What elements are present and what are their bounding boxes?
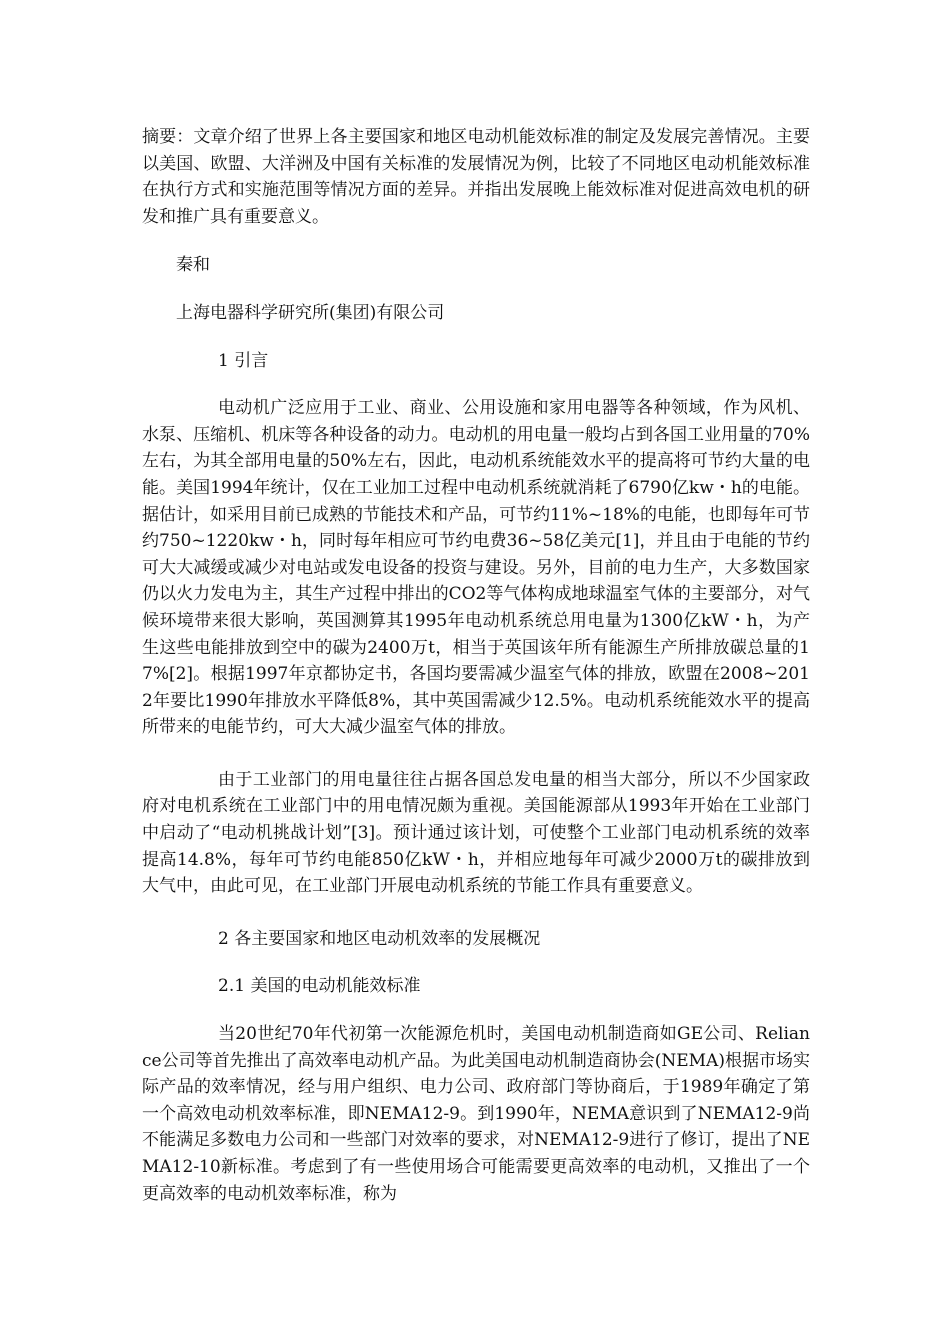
section-heading-overview: 2 各主要国家和地区电动机效率的发展概况 (218, 928, 541, 949)
abstract-paragraph: 摘要：文章介绍了世界上各主要国家和地区电动机能效标准的制定及发展完善情况。主要以美国、欧盟、大洋洲及中国有关标准的发展情况为例，比较了不同地区电动机能效标准在执行方式和实施范围等情况方面的差异。并指出发展晚上能效标准对促进高效电机的研发和推广具有重要意义。 (142, 127, 810, 227)
author-organization: 上海电器科学研究所(集团)有限公司 (176, 302, 445, 323)
author-name: 秦和 (176, 255, 210, 276)
document-body (142, 124, 810, 1233)
body-paragraph-1: 电动机广泛应用于工业、商业、公用设施和家用电器等各种领域，作为风机、水泵、压缩机、机床等各种设备的动力。电动机的用电量一般均占到各国工业用量的70%左右，为其全部用电量的50%左右，因此，电动机系统能效水平的提高将可节约大量的电能。美国1994年统计，仅在工业加工过程中电动机系统就消耗了6790亿kw・h的电能。据估计，如采用目前已成熟的节能技术和产品，可节约11%~18%的电能，也即每年可节约750~1220kw・h，同时每年相应可节约电费36~58亿美元[1]，并且由于电能的节约可大大减缓或减少对电站或发电设备的投资与建设。另外，目前的电力生产，大多数国家仍以火力发电为主，其生产过程中排出的CO2等气体构成地球温室气体的主要部分，对气候环境带来很大影响，英国测算其1995年电动机系统总用电量为1300亿kW・h，为产生这些电能排放到空中的碳为2400万t，相当于英国该年所有能源生产所排放碳总量的17%[2]。根据1997年京都协定书，各国均要需减少温室气体的排放，欧盟在2008~2012年要比1990年排放水平降低8%，其中英国需减少12.5%。电动机系统能效水平的提高所带来的电能节约，可大大减少温室气体的排放。 (142, 398, 810, 738)
subsection-heading-usa: 2.1 美国的电动机能效标准 (218, 976, 421, 997)
body-paragraph-3: 当20世纪70年代初第一次能源危机时，美国电动机制造商如GE公司、Reliance公司等首先推出了高效率电动机产品。为此美国电动机制造商协会(NEMA)根据市场实际产品的效率情况，经与用户组织、电力公司、政府部门等协商后，于1989年确定了第一个高效电动机效率标准，即NEMA12-9。到1990年，NEMA意识到了NEMA12-9尚不能满足多数电力公司和一些部门对效率的要求，对NEMA12-9进行了修订，提出了NEMA12-10新标准。考虑到了有一些使用场合可能需要更高效率的电动机，又推出了一个更高效率的电动机效率标准，称为 (142, 1024, 810, 1204)
section-heading-introduction: 1 引言 (218, 350, 269, 371)
body-paragraph-2: 由于工业部门的用电量往往占据各国总发电量的相当大部分，所以不少国家政府对电机系统在工业部门中的用电情况颇为重视。美国能源部从1993年开始在工业部门中启动了“电动机挑战计划”[3]。预计通过该计划，可使整个工业部门电动机系统的效率提高14.8%，每年可节约电能850亿kW・h，并相应地每年可减少2000万t的碳排放到大气中，由此可见，在工业部门开展电动机系统的节能工作具有重要意义。 (142, 769, 810, 897)
